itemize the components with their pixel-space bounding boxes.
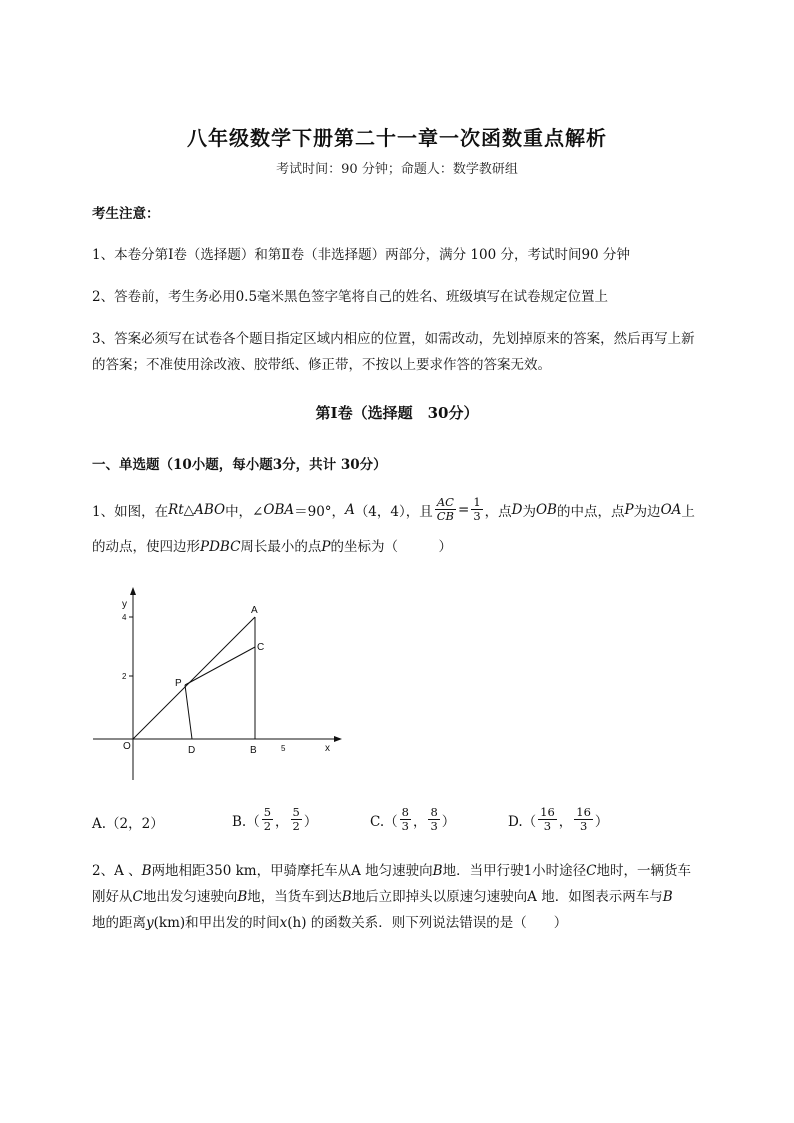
option-text: D.（ bbox=[508, 813, 537, 830]
option-c bbox=[370, 806, 455, 833]
q1-segment-ob: OB bbox=[535, 501, 557, 518]
option-text: ， bbox=[412, 813, 427, 830]
segment-pd bbox=[185, 685, 192, 739]
q2-variable-y: y bbox=[146, 915, 154, 931]
q2-text: 地出发匀速驶向 bbox=[142, 889, 238, 905]
fraction-denominator: 3 bbox=[543, 819, 552, 833]
label-o: O bbox=[123, 741, 131, 752]
question-2-line3 bbox=[92, 911, 567, 931]
q1-text: ＝90°， bbox=[294, 503, 346, 520]
option-fraction bbox=[574, 806, 593, 833]
fraction-denominator: 2 bbox=[263, 819, 272, 833]
q2-text: 地．当甲行驶1小时途径 bbox=[442, 863, 587, 879]
option-a: A.（2，2） bbox=[92, 816, 164, 832]
tick-label-2: 2 bbox=[122, 672, 127, 681]
fraction-numerator: 5 bbox=[263, 805, 272, 819]
q2-text: 地，当货车到达 bbox=[247, 889, 342, 905]
q1-quadrilateral: PDBC bbox=[200, 539, 241, 555]
exam-info: 考试时间：90 分钟；命题人：数学教研组 bbox=[276, 162, 518, 177]
q1-triangle: Rt△ABO bbox=[168, 501, 226, 518]
fraction-denominator: 3 bbox=[473, 509, 481, 523]
geometry-figure bbox=[88, 585, 348, 785]
q2-text: 刚好从 bbox=[92, 889, 133, 905]
label-x: x bbox=[325, 743, 330, 754]
q1-segment-oa: OA bbox=[660, 501, 682, 518]
label-y: y bbox=[122, 599, 127, 610]
q1-point-p: P bbox=[624, 501, 634, 518]
fraction-numerator: 5 bbox=[292, 805, 300, 819]
tick-label-5: 5 bbox=[281, 744, 286, 753]
option-text: C.（ bbox=[370, 813, 398, 830]
fraction-denominator: CB bbox=[436, 509, 454, 523]
option-fraction bbox=[400, 806, 411, 833]
fraction-numerator: 8 bbox=[430, 805, 438, 819]
q2-point-b: B bbox=[341, 889, 352, 905]
label-c: C bbox=[257, 642, 265, 653]
q1-text: 中，∠ bbox=[225, 503, 264, 520]
q2-text: 两地相距350 km，甲骑摩托车从A 地匀速驶向 bbox=[151, 863, 433, 879]
q2-text: 地后立即掉头以原速匀速驶向A 地．如图表示两车与 bbox=[351, 889, 663, 905]
q2-variable-x: x bbox=[279, 915, 288, 931]
option-text: ， bbox=[558, 813, 573, 830]
q1-text: 为 bbox=[522, 503, 536, 520]
question-1-line2 bbox=[92, 535, 452, 555]
fraction-denominator: 3 bbox=[579, 819, 588, 833]
option-fraction bbox=[428, 806, 439, 833]
note-3-line1: 3、答案必须写在试卷各个题目指定区域内相应的位置，如需改动，先划掉原来的答案，然后再写上新 bbox=[92, 331, 695, 347]
q2-text: (km)和甲出发的时间 bbox=[153, 915, 280, 931]
q2-text: 2、A 、 bbox=[92, 863, 142, 879]
fraction-numerator: 16 bbox=[576, 805, 591, 819]
option-fraction bbox=[291, 806, 302, 833]
q1-angle: OBA bbox=[263, 501, 295, 518]
note-3-line2: 的答案；不准使用涂改液、胶带纸、修正带，不按以上要求作答的答案无效。 bbox=[92, 357, 551, 373]
q1-text: 上 bbox=[681, 503, 695, 520]
option-fraction bbox=[262, 806, 273, 833]
q2-point-b: B bbox=[432, 863, 443, 879]
q1-text: 的动点，使四边形 bbox=[92, 539, 200, 555]
fraction-denominator: 3 bbox=[401, 819, 409, 833]
page-title: 八年级数学下册第二十一章一次函数重点解析 bbox=[187, 126, 607, 150]
segment-oa bbox=[133, 617, 255, 739]
q2-point-c: C bbox=[132, 889, 143, 905]
value-fraction bbox=[471, 496, 482, 523]
q1-text: 的中点，点 bbox=[556, 503, 625, 520]
note-1: 1、本卷分第Ⅰ卷（选择题）和第Ⅱ卷（非选择题）两部分，满分 100 分，考试时间90 分钟 bbox=[92, 247, 630, 263]
option-b bbox=[232, 806, 317, 833]
label-d: D bbox=[188, 745, 196, 756]
option-text: ） bbox=[303, 813, 318, 830]
option-text: ） bbox=[441, 813, 456, 830]
q1-text: 为边 bbox=[633, 503, 661, 520]
fraction-denominator: 3 bbox=[430, 819, 438, 833]
q2-text: (h) 的函数关系．则下列说法错误的是（ ） bbox=[287, 915, 568, 931]
ratio-fraction bbox=[435, 496, 456, 523]
option-text: ， bbox=[275, 813, 289, 830]
fraction-numerator: 16 bbox=[540, 805, 555, 819]
q2-point-b: B bbox=[237, 889, 248, 905]
label-a: A bbox=[251, 605, 258, 616]
q2-text: 地的距离 bbox=[92, 915, 146, 931]
fraction-numerator: 1 bbox=[473, 495, 481, 509]
x-arrow-icon bbox=[334, 736, 342, 742]
option-text: B.（ bbox=[232, 813, 260, 830]
label-b: B bbox=[250, 745, 257, 756]
section-title: 第Ⅰ卷（选择题 30分） bbox=[315, 404, 479, 422]
fraction-denominator: 2 bbox=[292, 819, 300, 833]
question-1-line1 bbox=[92, 496, 695, 523]
q2-point-b: B bbox=[141, 863, 152, 879]
question-2-line1 bbox=[92, 859, 691, 879]
q2-point-c: C bbox=[586, 863, 597, 879]
note-2: 2、答卷前，考生务必用0.5毫米黑色签字笔将自己的姓名、班级填写在试卷规定位置上 bbox=[92, 289, 609, 305]
q1-text: 的坐标为（ ） bbox=[330, 539, 453, 555]
question-2-line2 bbox=[92, 885, 673, 905]
q1-point-a: A bbox=[345, 501, 355, 518]
q1-point-d: D bbox=[511, 501, 523, 518]
fraction-numerator: 8 bbox=[401, 805, 409, 819]
equals-sign: = bbox=[458, 501, 470, 518]
part-heading: 一、单选题（10小题，每小题3分，共计 30分） bbox=[92, 457, 387, 473]
tick-label-4: 4 bbox=[122, 613, 127, 622]
notes-heading: 考生注意： bbox=[92, 206, 160, 222]
q1-text: ，点 bbox=[484, 503, 512, 520]
q2-text: 地时，一辆货车 bbox=[596, 863, 692, 879]
label-p: P bbox=[175, 678, 182, 689]
q1-text: （4，4），且 bbox=[354, 503, 433, 520]
q2-point-b: B bbox=[662, 889, 673, 905]
option-fraction bbox=[538, 806, 557, 833]
q1-point-p: P bbox=[321, 539, 331, 555]
y-arrow-icon bbox=[130, 587, 136, 595]
option-text: ） bbox=[594, 813, 609, 830]
q1-text: 周长最小的点 bbox=[240, 539, 322, 555]
fraction-numerator: AC bbox=[435, 496, 456, 510]
q1-text: 1、如图，在 bbox=[92, 503, 169, 520]
option-d bbox=[508, 806, 608, 833]
